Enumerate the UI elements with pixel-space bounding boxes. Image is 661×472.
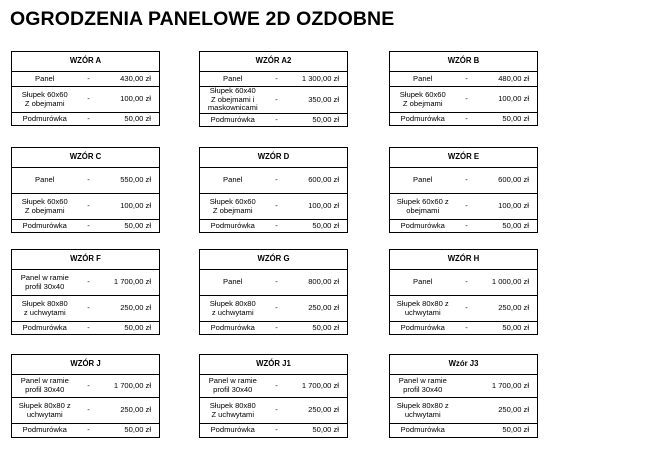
table-title: WZÓR F xyxy=(12,250,160,270)
item-name: Panel xyxy=(12,72,78,87)
table-row xyxy=(200,296,348,322)
item-dash: - xyxy=(78,194,100,220)
price-table xyxy=(389,249,538,335)
item-dash: - xyxy=(78,113,100,126)
table-row xyxy=(200,72,348,87)
item-name: Słupek 80x80 z uchwytami xyxy=(12,296,78,322)
item-dash xyxy=(456,375,478,398)
table-row xyxy=(390,87,538,113)
item-dash: - xyxy=(266,72,288,87)
table-row xyxy=(12,375,160,398)
item-name: Panel w ramie profil 30x40 xyxy=(200,375,266,398)
item-price: 100,00 zł xyxy=(478,87,538,113)
item-dash: - xyxy=(266,424,288,438)
item-name: Słupek 60x60 Z obejmami xyxy=(390,87,456,113)
item-price: 600,00 zł xyxy=(288,168,348,194)
item-dash: - xyxy=(266,375,288,398)
item-name: Słupek 80x80 z uchwytami xyxy=(390,296,456,322)
item-name: Podmurówka xyxy=(390,113,456,126)
table-row xyxy=(200,424,348,438)
item-price: 1 700,00 zł xyxy=(100,375,160,398)
table-row xyxy=(12,398,160,424)
item-name: Panel xyxy=(390,168,456,194)
item-price: 1 700,00 zł xyxy=(288,375,348,398)
price-table xyxy=(389,354,538,438)
table-row xyxy=(200,270,348,296)
item-price: 250,00 zł xyxy=(288,296,348,322)
item-dash: - xyxy=(456,87,478,113)
table-title: WZÓR E xyxy=(390,148,538,168)
item-name: Słupek 80x80 Z uchwytami xyxy=(200,398,266,424)
item-name: Podmurówka xyxy=(200,322,266,335)
table-row xyxy=(12,168,160,194)
item-dash: - xyxy=(456,296,478,322)
item-dash: - xyxy=(456,220,478,233)
item-name: Słupek 60x60 Z obejmami xyxy=(200,194,266,220)
item-price: 1 700,00 zł xyxy=(100,270,160,296)
table-title: WZÓR A2 xyxy=(200,52,348,72)
item-dash: - xyxy=(456,194,478,220)
table-title: WZÓR D xyxy=(200,148,348,168)
table-title: WZÓR A xyxy=(12,52,160,72)
item-dash: - xyxy=(266,114,288,127)
price-table xyxy=(389,51,538,126)
item-name: Panel xyxy=(12,168,78,194)
price-table xyxy=(199,147,348,233)
item-price: 50,00 zł xyxy=(100,220,160,233)
table-row xyxy=(12,72,160,87)
table-title: WZÓR B xyxy=(390,52,538,72)
table-row xyxy=(200,87,348,114)
item-dash: - xyxy=(456,168,478,194)
item-dash: - xyxy=(266,194,288,220)
item-dash: - xyxy=(78,87,100,113)
item-name: Słupek 80x80 z uchwytami xyxy=(12,398,78,424)
table-row xyxy=(390,270,538,296)
table-row xyxy=(12,113,160,126)
item-dash: - xyxy=(456,270,478,296)
item-dash: - xyxy=(266,220,288,233)
item-dash: - xyxy=(456,72,478,87)
table-row xyxy=(390,72,538,87)
table-title: WZÓR J1 xyxy=(200,355,348,375)
table-row xyxy=(390,424,538,438)
item-dash: - xyxy=(266,296,288,322)
table-row xyxy=(12,87,160,113)
item-name: Panel xyxy=(390,72,456,87)
item-price: 1 300,00 zł xyxy=(288,72,348,87)
item-dash: - xyxy=(266,398,288,424)
price-table xyxy=(11,51,160,126)
item-name: Podmurówka xyxy=(200,424,266,438)
item-dash: - xyxy=(456,322,478,335)
item-name: Panel w ramie profil 30x40 xyxy=(12,375,78,398)
item-dash: - xyxy=(78,398,100,424)
item-price: 50,00 zł xyxy=(100,113,160,126)
price-table xyxy=(199,354,348,438)
item-price: 430,00 zł xyxy=(100,72,160,87)
item-name: Panel xyxy=(200,270,266,296)
item-name: Panel xyxy=(200,72,266,87)
item-name: Słupek 80x80 z uchwytami xyxy=(390,398,456,424)
price-table xyxy=(11,147,160,233)
item-name: Panel w ramie profil 30x40 xyxy=(12,270,78,296)
item-price: 480,00 zł xyxy=(478,72,538,87)
item-price: 50,00 zł xyxy=(478,424,538,438)
table-row xyxy=(12,270,160,296)
item-name: Podmurówka xyxy=(390,424,456,438)
item-price: 100,00 zł xyxy=(478,194,538,220)
page-title: OGRODZENIA PANELOWE 2D OZDOBNE xyxy=(10,8,395,30)
table-row xyxy=(200,114,348,127)
item-price: 250,00 zł xyxy=(288,398,348,424)
item-price: 50,00 zł xyxy=(288,322,348,335)
table-row xyxy=(12,296,160,322)
item-name: Słupek 80x80 z uchwytami xyxy=(200,296,266,322)
item-price: 100,00 zł xyxy=(100,87,160,113)
item-dash: - xyxy=(78,322,100,335)
table-row xyxy=(200,398,348,424)
item-price: 1 700,00 zł xyxy=(478,375,538,398)
item-price: 600,00 zł xyxy=(478,168,538,194)
item-price: 50,00 zł xyxy=(288,114,348,127)
item-price: 250,00 zł xyxy=(100,296,160,322)
item-price: 50,00 zł xyxy=(100,424,160,438)
item-dash xyxy=(456,424,478,438)
item-price: 1 000,00 zł xyxy=(478,270,538,296)
table-row xyxy=(200,375,348,398)
item-price: 250,00 zł xyxy=(478,296,538,322)
item-price: 250,00 zł xyxy=(100,398,160,424)
item-name: Podmurówka xyxy=(12,220,78,233)
table-row xyxy=(390,375,538,398)
price-table xyxy=(389,147,538,233)
table-title: WZÓR C xyxy=(12,148,160,168)
item-name: Podmurówka xyxy=(200,220,266,233)
price-table xyxy=(11,249,160,335)
table-row xyxy=(12,322,160,335)
item-price: 350,00 zł xyxy=(288,87,348,114)
table-row xyxy=(390,168,538,194)
table-title: WZÓR J xyxy=(12,355,160,375)
table-row xyxy=(390,322,538,335)
table-row xyxy=(200,194,348,220)
item-name: Panel xyxy=(390,270,456,296)
price-table xyxy=(11,354,160,438)
item-name: Słupek 60x60 Z obejmami xyxy=(12,87,78,113)
price-table xyxy=(199,249,348,335)
table-row xyxy=(390,296,538,322)
item-price: 550,00 zł xyxy=(100,168,160,194)
table-row xyxy=(390,113,538,126)
item-name: Słupek 60x60 Z obejmami xyxy=(12,194,78,220)
item-price: 50,00 zł xyxy=(288,220,348,233)
item-name: Słupek 60x60 z obejmami xyxy=(390,194,456,220)
item-price: 50,00 zł xyxy=(288,424,348,438)
table-title: WZÓR G xyxy=(200,250,348,270)
item-dash: - xyxy=(266,168,288,194)
item-price: 50,00 zł xyxy=(100,322,160,335)
item-dash: - xyxy=(266,87,288,114)
item-name: Słupek 60x40 Z obejmami i maskownicami xyxy=(200,87,266,114)
item-name: Panel w ramie profil 30x40 xyxy=(390,375,456,398)
item-price: 50,00 zł xyxy=(478,322,538,335)
item-dash: - xyxy=(78,296,100,322)
item-price: 50,00 zł xyxy=(478,220,538,233)
item-dash: - xyxy=(78,424,100,438)
item-name: Podmurówka xyxy=(390,220,456,233)
item-name: Podmurówka xyxy=(12,424,78,438)
item-dash xyxy=(456,398,478,424)
item-dash: - xyxy=(78,220,100,233)
item-name: Podmurówka xyxy=(12,113,78,126)
table-row xyxy=(200,322,348,335)
item-price: 100,00 zł xyxy=(100,194,160,220)
table-row xyxy=(200,220,348,233)
item-name: Panel xyxy=(200,168,266,194)
item-price: 50,00 zł xyxy=(478,113,538,126)
item-price: 100,00 zł xyxy=(288,194,348,220)
table-title: WZÓR H xyxy=(390,250,538,270)
item-dash: - xyxy=(78,270,100,296)
table-row xyxy=(390,220,538,233)
table-row xyxy=(12,194,160,220)
item-dash: - xyxy=(456,113,478,126)
item-price: 250,00 zł xyxy=(478,398,538,424)
table-row xyxy=(12,424,160,438)
table-row xyxy=(200,168,348,194)
table-row xyxy=(12,220,160,233)
item-name: Podmurówka xyxy=(12,322,78,335)
item-name: Podmurówka xyxy=(390,322,456,335)
item-dash: - xyxy=(266,270,288,296)
item-dash: - xyxy=(266,322,288,335)
item-name: Podmurówka xyxy=(200,114,266,127)
item-price: 800,00 zł xyxy=(288,270,348,296)
table-title: Wzór J3 xyxy=(390,355,538,375)
item-dash: - xyxy=(78,72,100,87)
price-table xyxy=(199,51,348,127)
table-row xyxy=(390,194,538,220)
item-dash: - xyxy=(78,375,100,398)
item-dash: - xyxy=(78,168,100,194)
table-row xyxy=(390,398,538,424)
